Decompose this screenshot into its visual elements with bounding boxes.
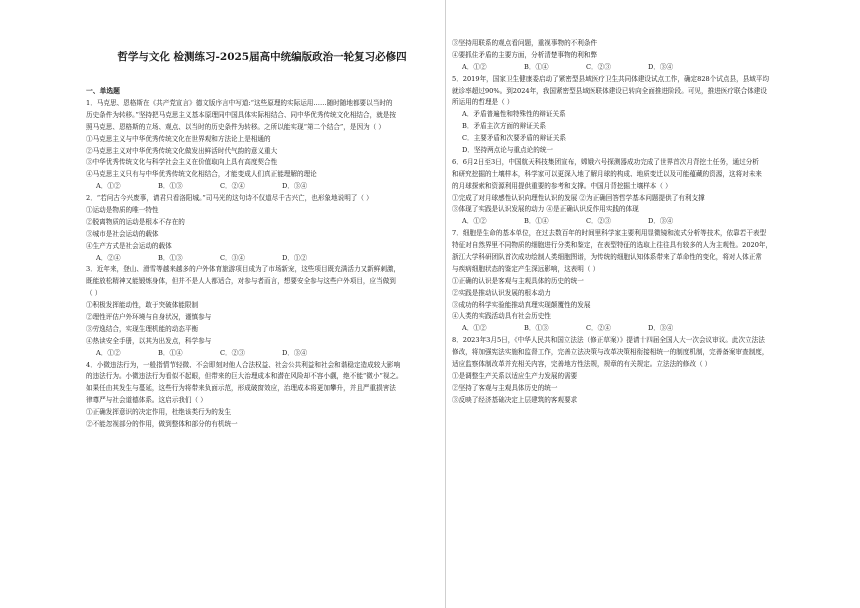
answer-options	[452, 62, 804, 74]
option-c: C．②④	[220, 182, 245, 191]
statement-3: ③劳逸结合，实现生理机能的动态平衡	[86, 324, 199, 333]
option-c: C．②③	[586, 217, 611, 226]
option-c: C．③④	[220, 253, 245, 262]
question-line: 修改，将加强宪法实施和监督工作，完善立法决策与改革决策相衔接相统一的制度机制，完善备案审查制度，	[452, 348, 769, 357]
statement-1: ①积极发挥能动性，敢于突破体能限制	[86, 301, 199, 310]
option-b: B．①③	[158, 182, 183, 191]
option-a: A．①②	[462, 217, 487, 226]
option-a: A．①②	[96, 182, 121, 191]
statement-2: ②实践是推动认识发展的根本动力	[452, 288, 551, 297]
section-heading: 一、单选题	[86, 87, 120, 95]
option-c: C．②④	[586, 324, 611, 333]
option-d: D．③④	[282, 182, 308, 191]
statement-2: ②马克思主义对中华优秀传统文化做发出鲜活时代气韵的意义重大	[86, 146, 278, 155]
statement-1: ①马克思主义与中华优秀传统文化在世界观和方法论上是相通的	[86, 134, 271, 143]
question-line: 所运用的哲理是（ ）	[452, 98, 514, 107]
statement-4: ④人类的实践活动具有社会历史性	[452, 312, 551, 321]
question-7	[452, 228, 804, 335]
question-line: 就诊率超过90%。到2024年，我国紧密型县域医联体建设已转向全面推进阶段。可见，推进医疗联合体建设	[452, 86, 767, 95]
question-4	[86, 360, 438, 431]
question-line: 8．2023年3月5日，《中华人民共和国立法法（修正草案）》提请十四届全国人大一次会议审议。此次立法法	[452, 336, 765, 345]
question-line: 7．细胞是生命的基本单位，在过去数百年的时间里科学家主要利用显微镜和流式分析等技术，依靠若干表型	[452, 229, 767, 238]
statements-3-4: ③体现了实践是认识发展的动力 ④是正确认识反作用实践的体现	[452, 205, 639, 214]
option-a: A．①②	[96, 348, 121, 357]
option-b: B．①④	[524, 62, 549, 71]
question-line: 照马克思、恩格斯的立场、观点、以当时的历史条件为转移。之所以能实现“第二个结合”，是因为（ ）	[86, 122, 385, 131]
answer-options	[452, 216, 804, 228]
statement-3: ③城市是社会运动的载体	[86, 229, 159, 238]
question-line: 4．小微违法行为，一般指情节轻微、不会即刻对他人合法权益、社会公共利益和社会和谐稳定造成较大影响	[86, 360, 401, 369]
question-8	[452, 335, 804, 406]
option-d: D．③④	[648, 62, 674, 71]
right-column	[452, 0, 804, 608]
question-6	[452, 157, 804, 228]
question-line: 3．近年来，登山、滑雪等越来越多的户外体育旅游项目成为了市场新宠，这些项目既充满活力又新鲜刺激，	[86, 265, 401, 274]
left-column	[86, 0, 438, 608]
statement-1: ①是调整生产关系以适应生产力发展的需要	[452, 371, 578, 380]
option-c: C．②③	[586, 62, 611, 71]
question-line: 2．“若问古今兴废事，请君只看洛阳城。”司马光的这句诗不仅道尽千古兴亡，也形象地说明了（ ）	[86, 194, 373, 203]
option-c: C．主要矛盾和次要矛盾的辩证关系	[462, 134, 566, 143]
statement-3: ③中华优秀传统文化与科学社会主义在价值取向上具有高度契合性	[86, 158, 278, 167]
option-a: A．①②	[462, 324, 487, 333]
question-line: 律尊严与社会道德体系。这启示我们（ ）	[86, 396, 207, 405]
statement-4: ④马克思主义只有与中华优秀传统文化相结合，才能变成人们真正能理解的理论	[86, 170, 317, 179]
question-line: 与疾病细胞状态的鉴定产生深远影响，这表明（ ）	[452, 264, 600, 273]
question-line: 6．6月2日至3日，中国航天科技集团宣布，嫦娥六号探测器成功完成了世界首次月背挖土任务，通过分析	[452, 157, 759, 166]
option-a: A．矛盾普遍性和特殊性的辩证关系	[462, 110, 566, 119]
question-line: 的月球探索和资源利用提供重要的参考和支撑。中国月背挖掘土壤样本（ ）	[452, 181, 672, 190]
statement-4: ④要抓住矛盾的主要方面，分析清楚事物的利和弊	[452, 50, 598, 59]
answer-options	[86, 181, 438, 193]
page-title: 哲学与文化 检测练习-2025届高中统编版政治一轮复习必修四	[117, 51, 407, 63]
option-d: D．③④	[648, 324, 674, 333]
question-line: 历史条件为转移。”坚持把马克思主义基本原理同中国具体实际相结合、同中华优秀传统文化相结合，就是按	[86, 110, 396, 119]
statement-2: ②不能忽视部分的作用，做到整体和部分的有机统一	[86, 420, 238, 429]
statement-4: ④热读安全手册，以其为出发点，科学参与	[86, 336, 212, 345]
statement-2: ②理性评估户外环境与自身状况，谨慎参与	[86, 313, 212, 322]
answer-options	[452, 323, 804, 335]
statement-3: ③成功的科学实验能推动真理实现颠覆性的发展	[452, 300, 591, 309]
question-4-continued	[452, 38, 804, 74]
question-line: 浙江大学科研团队首次成功绘制人类细胞图谱，为传统的细胞认知体系带来了革命性的变化，将对人体正常	[452, 253, 762, 262]
option-d: D．坚持两点论与重点论的统一	[462, 146, 554, 155]
option-b: B．①④	[158, 348, 183, 357]
statements-1-2: ①完成了对月球感性认识向理性认识的发展 ②为正确回答哲学基本问题提供了有利支撑	[452, 193, 705, 202]
question-2	[86, 193, 438, 264]
question-line: 5．2019年，国家卫生健康委启动了紧密型县域医疗卫生共同体建设试点工作，确定828个试点县，县域平均	[452, 74, 770, 83]
statement-3: ③坚持用联系的观点看问题，重视事物的不利条件	[452, 39, 598, 47]
statement-4: ④生产方式是社会运动的载体	[86, 241, 172, 250]
option-b: B．①③	[524, 324, 549, 333]
option-b: B．矛盾主次方面的辩证关系	[462, 122, 546, 131]
question-5	[452, 74, 804, 157]
statement-2: ②脱离物质的运动是根本不存在的	[86, 217, 185, 226]
column-divider	[445, 0, 446, 608]
question-line: 如果任由其发生与蔓延，这些行为将带来负面示范，形成破窗效应，治理成本将更加攀升，并且严重损害法	[86, 384, 396, 393]
question-line: 和研究挖掘的土壤样本，科学家可以更深入地了解月球的构成、地质变迁以及可能蕴藏的资源，这将对未来	[452, 169, 762, 178]
option-d: D．③④	[282, 348, 308, 357]
statement-1: ①运动是物质的唯一特性	[86, 206, 159, 215]
option-d: D．①②	[282, 253, 308, 262]
question-1	[86, 98, 438, 193]
question-line: 既能放松精神又能锻炼身体，但并不是人人都适合，对参与者而言，想要安全参与这些户外项目，应当做到	[86, 277, 396, 286]
statement-3: ③反映了经济基础决定上层建筑的客观要求	[452, 395, 578, 404]
question-line: 的违法行为。小微违法行为看似不起眼，但带来的巨大治理成本和潜在风险却不容小觑，绝不能“微小”视之。	[86, 372, 403, 381]
question-line: （ ）	[86, 289, 102, 298]
option-b: B．①④	[524, 217, 549, 226]
answer-options	[86, 348, 438, 360]
statement-1: ①正确发挥意识的决定作用，杜绝该类行为的发生	[86, 408, 232, 417]
statement-2: ②坚持了客观与主观具体历史的统一	[452, 383, 558, 392]
option-c: C．②③	[220, 348, 245, 357]
question-line: 1．马克思、恩格斯在《共产党宣言》德文版序言中写道:“这些原理的实际运用……随时随地都要以当时的	[86, 99, 393, 107]
option-d: D．③④	[648, 217, 674, 226]
question-line: 特征对自然界里不同物质的细胞进行分类和鉴定，在表型特征的选取上往往具有较多的人为主观性。2020年，	[452, 241, 773, 250]
answer-options	[86, 253, 438, 265]
option-a: A．②④	[96, 253, 121, 262]
option-b: B．①③	[158, 253, 183, 262]
statement-1: ①正确的认识是客观与主观具体的历史的统一	[452, 276, 584, 285]
question-3	[86, 264, 438, 359]
question-line: 适应监察体制改革并充相关内容，完善地方性法规，规章的有关规定。立法法的修改（ ）	[452, 360, 712, 369]
option-a: A．①②	[462, 62, 487, 71]
